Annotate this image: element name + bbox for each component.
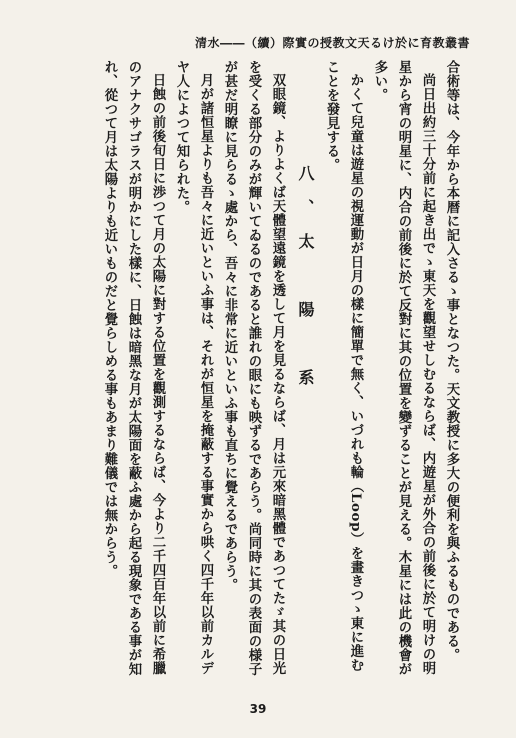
- paragraph-3: かくて兒童は遊星の視運動が日月の樣に簡單で無く、いづれも輪（Loop）を畫きつゝ東に進むことを發見する。: [324, 60, 364, 673]
- running-title: 書叢教育に於ける天文教授の實際（續）――水清: [194, 36, 470, 50]
- paragraph-5: 月が諸恒星よりも吾々に近いといふ事は、それが恒星を掩蔽する事實から哄く四千年以前カルデヤ人によつて知られた。: [174, 60, 214, 676]
- paragraph-6: 日蝕の前後旬日に渉つて月の太陽に對する位置を觀測するならば、今より二千四百年以前に希臘のアナクサゴラスが明かにした樣に、日蝕は暗黑な月が太陽面を蔽ふ處から起る現象である事が知れ、從つて月は太陽よりも近いものだと覺らしめる事もあまり難儀では無からう。: [102, 60, 166, 676]
- page-number: 39: [249, 702, 267, 716]
- vertical-body-text: [44, 60, 464, 680]
- paragraph-1: 合術等は、今年から本暦に記入さるゝ事となつた。天文教授に多大の便利を與ふるものである。: [444, 60, 460, 662]
- paragraph-2: 尚日出約三十分前に起き出でゝ東天を觀望せしむるならば、内遊星が外合の前後に於て明けの明星から宵の明星に、内合の前後に於て反對に其の位置を變ずることが見える。木星には此の機會が多い。: [372, 60, 436, 676]
- paragraph-4: 双眼鏡、よりよくば天體望遠鏡を透して月を見るならば、月は元來暗黑體であつてたゞ其の日光を受くる部分のみが輝いてゐるのであると誰れの眼にも映ずるであらう。尚同時に其の表面の様子が甚だ明瞭に見らるゝ處から、吾々に非常に近いといふ事も直ちに覺えるであらう。: [222, 60, 286, 676]
- section-heading: 八、太 陽 系: [296, 165, 315, 403]
